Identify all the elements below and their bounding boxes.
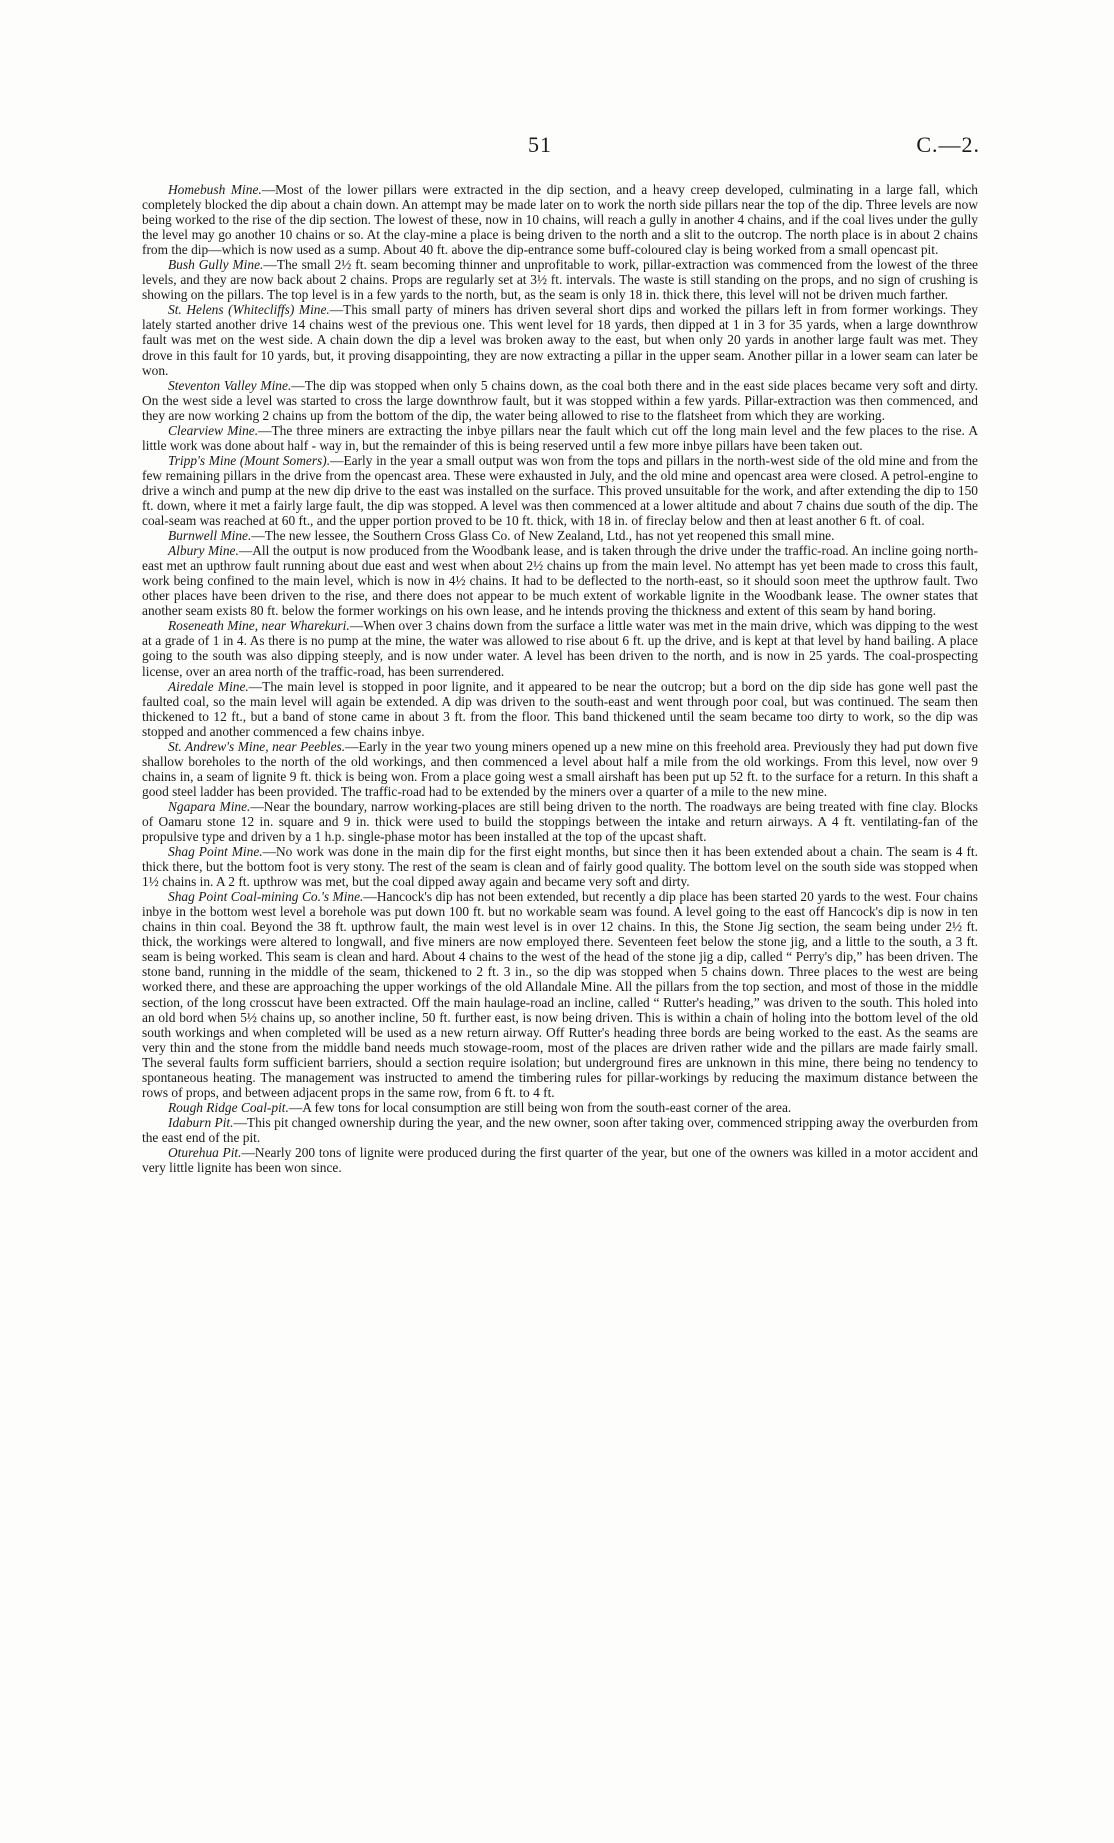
- mine-name: Roseneath Mine, near Wharekuri.: [168, 618, 350, 634]
- paragraph-st-helens-mine: [142, 302, 978, 377]
- paragraph-text: —The new lessee, the Southern Cross Glass Co. of New Zealand, Ltd., has not yet reopened this small mine.: [251, 528, 835, 544]
- mine-name: Idaburn Pit.: [168, 1114, 234, 1130]
- mine-name: Steventon Valley Mine.: [168, 377, 292, 393]
- paragraph-text: —Nearly 200 tons of lignite were produced during the first quarter of the year, but one of the owners was killed in a motor accident and very little lignite has been won since.: [142, 1145, 978, 1176]
- paragraph-burnwell-mine: [142, 528, 978, 543]
- paragraph-text: —Near the boundary, narrow working-places are still being driven to the north. The roadways are being treated with fine clay. Blocks of Oamaru stone 12 in. square and 9 in. thick were used to build the stoppings between the intake and return airways. A 4 ft. ventilating-fan of the propulsive type and driven by a 1 h.p. single-phase motor has been installed at the top of the upcast shaft.: [142, 798, 978, 845]
- paragraph-text: —Early in the year two young miners opened up a new mine on this freehold area. Previously they had put down five shallow boreholes to the north of the old workings, and then commenced a level about half a mile from the old workings. From this level, now over 9 chains in, a seam of lignite 9 ft. thick is being won. From a place going west a small airshaft has been put up 52 ft. to the surface for a return. In this shaft a good steel ladder has been provided. The traffic-road had to be extended by the miners over a quarter of a mile to the new mine.: [142, 738, 978, 799]
- mine-name: St. Helens (Whitecliffs) Mine.: [168, 302, 330, 318]
- mine-name: Burnwell Mine.: [168, 528, 252, 544]
- report-body: [142, 182, 978, 1175]
- paragraph-text: —Early in the year a small output was won from the tops and pillars in the north-west side of the old mine and from the few remaining pillars in the drive from the opencast area. These were exhausted in July, and the old mine and opencast area were closed. A petrol-engine to drive a winch and pump at the new dip drive to the east was installed on the surface. This proved unsuitable for the work, and after extending the dip to 150 ft. down, where it met a fairly large fault, the dip was stopped. A level was then commenced at a lower altitude and about 7 chains due south of the dip. The coal-seam was reached at 60 ft., and the upper portion proved to be 10 ft. thick, with 18 in. of fireclay below and then at least another 6 ft. of coal.: [142, 452, 978, 529]
- mine-name: Shag Point Mine.: [168, 844, 263, 860]
- paragraph-text: —A few tons for local consumption are still being won from the south-east corner of the area.: [288, 1099, 792, 1115]
- mine-name: Homebush Mine.: [168, 182, 262, 197]
- mine-name: Airedale Mine.: [168, 678, 249, 694]
- paragraph-shag-point-mine: [142, 844, 978, 889]
- mine-name: Tripp's Mine (Mount Somers).: [168, 452, 331, 468]
- paragraph-tripps-mine: [142, 453, 978, 528]
- page-number: 51: [528, 132, 552, 157]
- document-reference: C.—2.: [916, 132, 980, 157]
- page-header: [0, 128, 1114, 168]
- mine-name: Bush Gully Mine.: [168, 257, 264, 273]
- mine-name: Clearview Mine.: [168, 422, 259, 438]
- mine-name: Shag Point Coal-mining Co.'s Mine.: [168, 889, 364, 905]
- paragraph-text: —The dip was stopped when only 5 chains down, as the coal both there and in the east side places became very soft and dirty. On the west side a level was started to cross the large downthrow fault, but it was stopped within a few yards. Pillar-extraction was then commenced, and they are now working 2 chains up from the bottom of the dip, the water being allowed to rise to the flatsheet from which they are working.: [142, 377, 979, 423]
- paragraph-text: —The three miners are extracting the inbye pillars near the fault which cut off the long main level and the few places to the rise. A little work was done about half - way in, but the remainder of this is being reserved until a few more inbye pillars have been taken out.: [142, 422, 979, 453]
- paragraph-rough-ridge-coal-pit: [142, 1100, 978, 1115]
- paragraph-ngapara-mine: [142, 799, 978, 844]
- paragraph-airedale-mine: [142, 679, 978, 739]
- paragraph-text: —Hancock's dip has not been extended, but recently a dip place has been started 20 yards to the west. Four chains inbye in the bottom west level a borehole was put down 100 ft. but no workable seam was found. A level going to the east off Hancock's dip is now in ten chains in thin coal. Beyond the 38 ft. upthrow fault, the main west level is in over 12 chains. In this, the Stone Jig section, the seam being under 2½ ft. thick, the workings were altered to longwall, and five miners are now employed there. Seventeen feet below the stone jig, and a little to the south, a 3 ft. seam is being worked. This seam is clean and hard. About 4 chains to the west of the head of the stone jig a dip, called “ Perry's dip,” has been driven. The stone band, running in the middle of the seam, thickened to 2 ft. 3 in., so the dip was stopped when 5 chains down. Three places to the west are being worked there, and these are approaching the upper workings of the old Allandale Mine. All the pillars from the top section, and most of those in the middle section, of the long crosscut have been extracted. Off the main haulage-road an incline, called “ Rutter's heading,” was driven to the south. This holed into an old bord when 5½ chains up, so another incline, 50 ft. further east, is now being driven. This is within a chain of holing into the bottom level of the old south workings and when completed will be used as a new return airway. Off Rutter's heading three bords are being worked to the east. As the seams are very thin and the stone from the middle band needs much stowage-room, most of the places are driven rather wide and the pillars are made fairly small. The several faults form sufficient barriers, should a section require isolation; but underground fires are unknown in this mine, there being no tendency to spontaneous heating. The management was instructed to amend the timbering rules for pillar-workings by reducing the maximum distance between the rows of props, and between adjacent props in the same row, from 6 ft. to 4 ft.: [142, 889, 978, 1100]
- paragraph-idaburn-pit: [142, 1115, 978, 1145]
- paragraph-steventon-valley-mine: [142, 378, 978, 423]
- paragraph-text: —This small party of miners has driven several short dips and worked the pillars left in from former workings. They lately started another drive 14 chains west of the previous one. This went level for 18 yards, then dipped at 1 in 3 for 35 yards, when a large downthrow fault was met on the west side. A chain down the dip a level was broken away to the east, but when only 20 yards in another large fault was met. They drove in this fault for 10 yards, but, it proving disappointing, they are now extracting a pillar in the upper seam. Another pillar in a lower seam can later be won.: [142, 302, 978, 378]
- paragraph-st-andrews-mine: [142, 739, 978, 799]
- paragraph-roseneath-mine: [142, 618, 978, 678]
- paragraph-text: —Most of the lower pillars were extracted in the dip section, and a heavy creep developed, culminating in a large fall, which completely blocked the dip about a chain down. An attempt may be made later on to work the north side pillars near the top of the dip. Three levels are now being worked to the rise of the dip section. The lowest of these, now in 10 chains, will reach a gully in another 4 chains, and if the coal lives under the gully the level may go another 10 chains or so. At the clay-mine a place is being driven to the north and a slit to the outcrop. The north place is in about 2 chains from the dip—which is now used as a sump. About 40 ft. above the dip-entrance some buff-coloured clay is being worked from a small opencast pit.: [142, 182, 978, 258]
- paragraph-text: —When over 3 chains down from the surface a little water was met in the main drive, which was dipping to the west at a grade of 1 in 4. As there is no pump at the mine, the water was allowed to rise about 6 ft. up the drive, and is kept at that level by hand bailing. A place going to the south was also dipping steeply, and is now under water. A level has been driven to the north, and is now in 25 yards. The coal-prospecting license, over an area north of the traffic-road, has been surrendered.: [142, 618, 978, 679]
- paragraph-oturehua-pit: [142, 1145, 978, 1175]
- paragraph-shag-point-coal-mining-mine: [142, 889, 978, 1100]
- paragraph-text: —No work was done in the main dip for the first eight months, but since then it has been extended about a chain. The seam is 4 ft. thick there, but the bottom foot is very stony. The rest of the seam is clean and of fairly good quality. The bottom level on the south side was stopped when 1½ chains in. A 2 ft. upthrow was met, but the coal dipped away again and became very soft and dirty.: [142, 844, 978, 890]
- paragraph-text: —The small 2½ ft. seam becoming thinner and unprofitable to work, pillar-extraction was commenced from the lowest of the three levels, and they are now back about 2 chains. Props are regularly set at 3½ ft. intervals. The waste is still standing on the props, and no sign of crushing is showing on the pillars. The top level is in a few yards to the north, but, as the seam is only 18 in. thick there, this level will not be driven much farther.: [142, 257, 979, 303]
- mine-name: St. Andrew's Mine, near Peebles.: [168, 738, 346, 754]
- paragraph-clearview-mine: [142, 423, 978, 453]
- paragraph-homebush-mine: [142, 182, 978, 257]
- paragraph-text: —The main level is stopped in poor lignite, and it appeared to be near the outcrop; but a bord on the dip side has gone well past the faulted coal, so the main level will again be extended. A dip was driven to the south-east and went through poor coal, but was continued. The seam then thickened to 12 ft., but a band of stone came in about 3 ft. from the floor. This band thickened until the seam became too dirty to work, so the dip was stopped and another commenced a few chains inbye.: [142, 678, 978, 739]
- mine-name: Albury Mine.: [168, 543, 239, 559]
- paragraph-text: —This pit changed ownership during the year, and the new owner, soon after taking over, commenced stripping away the overburden from the east end of the pit.: [142, 1114, 979, 1145]
- mine-name: Ngapara Mine.: [168, 798, 251, 814]
- mine-name: Rough Ridge Coal-pit.: [168, 1099, 289, 1115]
- paragraph-text: —All the output is now produced from the Woodbank lease, and is taken through the drive under the traffic-road. An incline going north-east met an upthrow fault running about due east and west when about 2½ chains up from the main level. No attempt has yet been made to cross this fault, work being confined to the main level, which is now in 4½ chains. It had to be deflected to the north-east, so it should soon meet the upthrow fault. Two other places have been driven to the rise, and there does not appear to be much extent of workable lignite in the Woodbank lease. The owner states that another seam exists 80 ft. below the former workings on his own lease, and he intends proving the thickness and extent of this seam by hand boring.: [142, 543, 978, 619]
- paragraph-bush-gully-mine: [142, 257, 978, 302]
- paragraph-albury-mine: [142, 543, 978, 618]
- mine-name: Oturehua Pit.: [168, 1145, 242, 1160]
